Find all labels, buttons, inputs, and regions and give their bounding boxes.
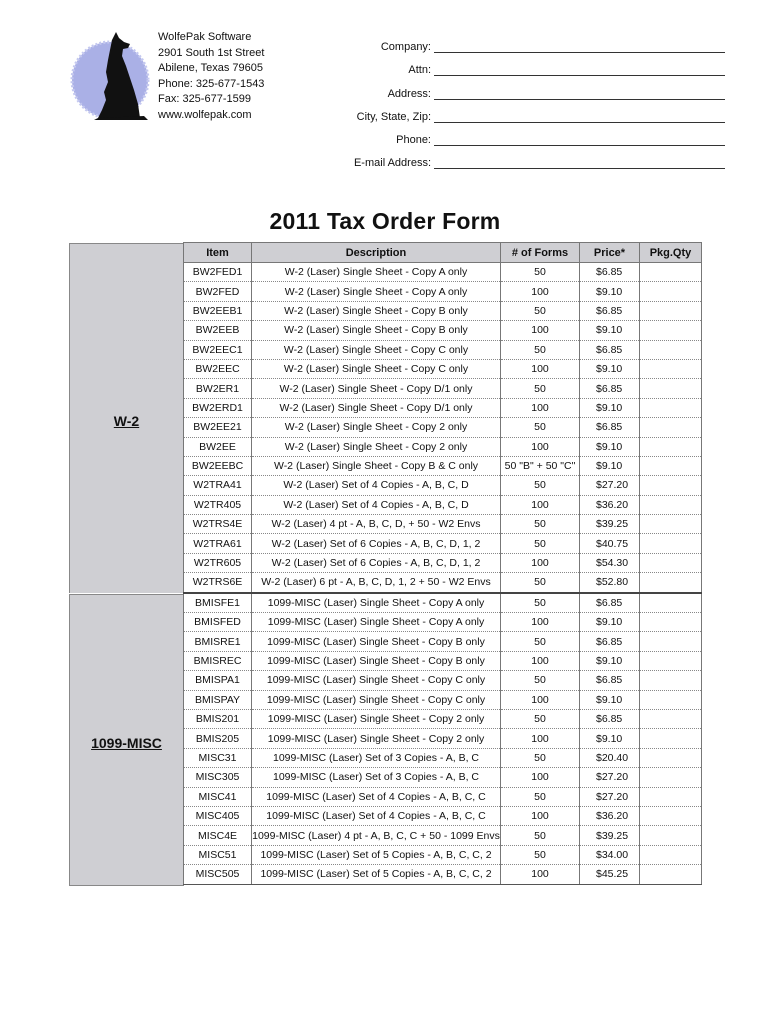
item-code: W2TR605 (184, 553, 252, 572)
forms-count: 100 (501, 398, 580, 417)
item-description: 1099-MISC (Laser) Single Sheet - Copy C only (252, 690, 501, 709)
item-price: $9.10 (580, 398, 640, 417)
city-state-zip-input-line[interactable] (434, 108, 725, 123)
table-row (184, 787, 702, 806)
item-description: 1099-MISC (Laser) Single Sheet - Copy B only (252, 651, 501, 670)
item-description: 1099-MISC (Laser) Single Sheet - Copy A only (252, 613, 501, 632)
forms-count: 100 (501, 495, 580, 514)
item-description: 1099-MISC (Laser) Set of 3 Copies - A, B, C (252, 748, 501, 767)
field-label: Phone: (396, 133, 431, 146)
forms-count: 100 (501, 553, 580, 572)
pkg-qty-input[interactable] (640, 709, 702, 728)
pkg-qty-input[interactable] (640, 456, 702, 475)
item-code: BMISPAY (184, 690, 252, 709)
item-price: $34.00 (580, 845, 640, 864)
item-description: 1099-MISC (Laser) Set of 3 Copies - A, B, C (252, 768, 501, 787)
pkg-qty-input[interactable] (640, 282, 702, 301)
vendor-website: www.wolfepak.com (158, 108, 252, 121)
forms-count: 50 (501, 476, 580, 495)
category-label: W-2 (113, 412, 140, 429)
forms-count: 50 (501, 748, 580, 767)
item-description: W-2 (Laser) Set of 6 Copies - A, B, C, D, 1, 2 (252, 534, 501, 553)
item-price: $6.85 (580, 671, 640, 690)
email-field (330, 146, 725, 169)
table-row (184, 806, 702, 825)
table-row (184, 456, 702, 475)
forms-count: 50 (501, 709, 580, 728)
vendor-name: WolfePak Software (158, 31, 252, 43)
forms-count: 100 (501, 437, 580, 456)
forms-count: 50 (501, 418, 580, 437)
item-code: BW2EEB (184, 321, 252, 340)
item-description: W-2 (Laser) Single Sheet - Copy C only (252, 359, 501, 378)
city-state-zip-field (330, 100, 725, 123)
table-row (184, 321, 702, 340)
pkg-qty-input[interactable] (640, 826, 702, 845)
item-description: W-2 (Laser) Single Sheet - Copy A only (252, 282, 501, 301)
field-label: City, State, Zip: (356, 110, 431, 123)
item-description: W-2 (Laser) Single Sheet - Copy B & C only (252, 456, 501, 475)
item-price: $9.10 (580, 282, 640, 301)
vendor-city: Abilene, Texas 79605 (158, 62, 263, 74)
item-code: MISC405 (184, 806, 252, 825)
forms-count: 50 (501, 515, 580, 534)
howling-wolf-moon-icon (68, 26, 158, 126)
pkg-qty-input[interactable] (640, 515, 702, 534)
item-description: W-2 (Laser) Set of 6 Copies - A, B, C, D, 1, 2 (252, 553, 501, 572)
address-input-line[interactable] (434, 85, 725, 100)
item-description: W-2 (Laser) Single Sheet - Copy D/1 only (252, 379, 501, 398)
pkg-qty-input[interactable] (640, 359, 702, 378)
table-row (184, 865, 702, 884)
item-price: $9.10 (580, 613, 640, 632)
table-row (184, 632, 702, 651)
pkg-qty-input[interactable] (640, 476, 702, 495)
field-label: E-mail Address: (353, 157, 431, 170)
pkg-qty-input[interactable] (640, 593, 702, 613)
field-label: Address: (387, 87, 431, 100)
table-row (184, 476, 702, 495)
table-row (184, 495, 702, 514)
table-row (184, 437, 702, 456)
pkg-qty-input[interactable] (640, 806, 702, 825)
item-price: $39.25 (580, 826, 640, 845)
pkg-qty-input[interactable] (640, 418, 702, 437)
item-price: $54.30 (580, 553, 640, 572)
forms-count: 100 (501, 768, 580, 787)
table-row (184, 359, 702, 378)
table-row (184, 826, 702, 845)
item-price: $6.85 (580, 418, 640, 437)
item-code: MISC31 (184, 748, 252, 767)
item-description: W-2 (Laser) Single Sheet - Copy A only (252, 263, 501, 282)
company-field (330, 30, 725, 53)
pkg-qty-input[interactable] (640, 263, 702, 282)
pkg-qty-input[interactable] (640, 398, 702, 417)
pkg-qty-input[interactable] (640, 301, 702, 320)
forms-count: 50 (501, 379, 580, 398)
address-field (330, 76, 725, 99)
item-description: 1099-MISC (Laser) Set of 5 Copies - A, B, C, C, 2 (252, 865, 501, 884)
forms-count: 100 (501, 865, 580, 884)
header-price: Price* (580, 243, 640, 263)
field-label: Company: (380, 41, 431, 54)
forms-count: 100 (501, 651, 580, 670)
order-table (183, 242, 702, 885)
forms-count: 50 (501, 845, 580, 864)
forms-count: 50 (501, 301, 580, 320)
item-price: $9.10 (580, 729, 640, 748)
item-code: BW2FED1 (184, 263, 252, 282)
pkg-qty-input[interactable] (640, 748, 702, 767)
item-price: $9.10 (580, 651, 640, 670)
item-price: $52.80 (580, 573, 640, 593)
item-code: BW2FED (184, 282, 252, 301)
vendor-phone: Phone: 325-677-1543 (158, 77, 265, 90)
pkg-qty-input[interactable] (640, 534, 702, 553)
item-price: $6.85 (580, 593, 640, 613)
item-code: W2TRA61 (184, 534, 252, 553)
table-row (184, 301, 702, 320)
item-code: W2TRA41 (184, 476, 252, 495)
pkg-qty-input[interactable] (640, 613, 702, 632)
forms-count: 50 (501, 534, 580, 553)
item-code: BW2EEC (184, 359, 252, 378)
item-description: W-2 (Laser) Single Sheet - Copy B only (252, 301, 501, 320)
table-row (184, 553, 702, 572)
item-description: W-2 (Laser) Set of 4 Copies - A, B, C, D (252, 476, 501, 495)
header-pkg-qty: Pkg.Qty (640, 243, 702, 263)
item-code: BMIS205 (184, 729, 252, 748)
item-description: W-2 (Laser) 4 pt - A, B, C, D, + 50 - W2 Envs (252, 515, 501, 534)
item-code: BW2EEBC (184, 456, 252, 475)
company-input-line[interactable] (434, 38, 725, 53)
item-code: BW2EEB1 (184, 301, 252, 320)
pkg-qty-input[interactable] (640, 865, 702, 884)
item-price: $27.20 (580, 768, 640, 787)
vendor-street: 2901 South 1st Street (158, 46, 265, 59)
item-price: $9.10 (580, 321, 640, 340)
pkg-qty-input[interactable] (640, 651, 702, 670)
item-description: 1099-MISC (Laser) Set of 5 Copies - A, B, C, C, 2 (252, 845, 501, 864)
item-price: $9.10 (580, 359, 640, 378)
table-row (184, 729, 702, 748)
contact-fields (330, 30, 725, 169)
table-row (184, 768, 702, 787)
table-row (184, 573, 702, 593)
forms-count: 100 (501, 359, 580, 378)
forms-count: 50 "B" + 50 "C" (501, 456, 580, 475)
page-title: 2011 Tax Order Form (269, 208, 501, 234)
forms-count: 50 (501, 573, 580, 593)
vendor-info (158, 30, 264, 123)
phone-input-line[interactable] (434, 131, 725, 146)
item-description: 1099-MISC (Laser) Single Sheet - Copy C only (252, 671, 501, 690)
pkg-qty-input[interactable] (640, 437, 702, 456)
table-row (184, 418, 702, 437)
forms-count: 50 (501, 340, 580, 359)
forms-count: 100 (501, 613, 580, 632)
forms-count: 50 (501, 671, 580, 690)
table-row (184, 651, 702, 670)
category-1099-misc (69, 594, 184, 886)
pkg-qty-input[interactable] (640, 671, 702, 690)
phone-field (330, 123, 725, 146)
item-description: 1099-MISC (Laser) Set of 4 Copies - A, B, C, C (252, 806, 501, 825)
item-price: $9.10 (580, 437, 640, 456)
item-description: 1099-MISC (Laser) 4 pt - A, B, C, C + 50 - 1099 Envs (252, 826, 501, 845)
table-row (184, 748, 702, 767)
table-row (184, 340, 702, 359)
item-price: $6.85 (580, 263, 640, 282)
forms-count: 100 (501, 321, 580, 340)
pkg-qty-input[interactable] (640, 340, 702, 359)
item-code: BW2ERD1 (184, 398, 252, 417)
category-w2 (69, 243, 184, 593)
table-row (184, 263, 702, 282)
item-description: W-2 (Laser) Single Sheet - Copy C only (252, 340, 501, 359)
table-row (184, 690, 702, 709)
pkg-qty-input[interactable] (640, 553, 702, 572)
item-price: $36.20 (580, 806, 640, 825)
item-description: W-2 (Laser) Single Sheet - Copy B only (252, 321, 501, 340)
table-row (184, 534, 702, 553)
table-row (184, 613, 702, 632)
item-code: BW2EE21 (184, 418, 252, 437)
forms-count: 50 (501, 632, 580, 651)
table-row (184, 398, 702, 417)
category-label: 1099-MISC (91, 735, 162, 751)
attn-input-line[interactable] (434, 61, 725, 76)
item-description: W-2 (Laser) Set of 4 Copies - A, B, C, D (252, 495, 501, 514)
table-row (184, 671, 702, 690)
pkg-qty-input[interactable] (640, 729, 702, 748)
item-price: $6.85 (580, 340, 640, 359)
item-code: BMISFE1 (184, 593, 252, 613)
attn-field (330, 53, 725, 76)
item-code: BMISFED (184, 613, 252, 632)
forms-count: 50 (501, 263, 580, 282)
item-description: W-2 (Laser) Single Sheet - Copy 2 only (252, 437, 501, 456)
header-forms: # of Forms (501, 243, 580, 263)
item-description: W-2 (Laser) 6 pt - A, B, C, D, 1, 2 + 50 - W2 Envs (252, 573, 501, 593)
vendor-fax: Fax: 325-677-1599 (158, 93, 251, 105)
item-price: $45.25 (580, 865, 640, 884)
item-code: W2TRS4E (184, 515, 252, 534)
pkg-qty-input[interactable] (640, 787, 702, 806)
table-row (184, 515, 702, 534)
pkg-qty-input[interactable] (640, 632, 702, 651)
item-code: MISC41 (184, 787, 252, 806)
item-price: $20.40 (580, 748, 640, 767)
item-price: $6.85 (580, 379, 640, 398)
item-description: 1099-MISC (Laser) Single Sheet - Copy B only (252, 632, 501, 651)
table-row (184, 845, 702, 864)
item-code: BW2EEC1 (184, 340, 252, 359)
pkg-qty-input[interactable] (640, 495, 702, 514)
item-code: MISC305 (184, 768, 252, 787)
forms-count: 100 (501, 690, 580, 709)
header-description: Description (252, 243, 501, 263)
item-code: BMIS201 (184, 709, 252, 728)
forms-count: 50 (501, 826, 580, 845)
table-row (184, 379, 702, 398)
item-price: $27.20 (580, 787, 640, 806)
item-price: $27.20 (580, 476, 640, 495)
item-price: $36.20 (580, 495, 640, 514)
item-code: BW2ER1 (184, 379, 252, 398)
item-description: 1099-MISC (Laser) Single Sheet - Copy 2 only (252, 709, 501, 728)
forms-count: 100 (501, 806, 580, 825)
item-code: BMISRE1 (184, 632, 252, 651)
item-price: $9.10 (580, 456, 640, 475)
table-row (184, 282, 702, 301)
forms-count: 50 (501, 593, 580, 613)
item-price: $6.85 (580, 632, 640, 651)
item-code: BMISPA1 (184, 671, 252, 690)
item-description: 1099-MISC (Laser) Set of 4 Copies - A, B, C, C (252, 787, 501, 806)
table-row (184, 593, 702, 613)
header-item: Item (184, 243, 252, 263)
item-description: 1099-MISC (Laser) Single Sheet - Copy A only (252, 593, 501, 613)
forms-count: 100 (501, 282, 580, 301)
pkg-qty-input[interactable] (640, 768, 702, 787)
item-description: W-2 (Laser) Single Sheet - Copy 2 only (252, 418, 501, 437)
item-code: MISC51 (184, 845, 252, 864)
item-price: $39.25 (580, 515, 640, 534)
item-code: W2TRS6E (184, 573, 252, 593)
item-description: 1099-MISC (Laser) Single Sheet - Copy 2 only (252, 729, 501, 748)
forms-count: 100 (501, 729, 580, 748)
item-price: $6.85 (580, 709, 640, 728)
item-description: W-2 (Laser) Single Sheet - Copy D/1 only (252, 398, 501, 417)
pkg-qty-input[interactable] (640, 321, 702, 340)
pkg-qty-input[interactable] (640, 379, 702, 398)
field-label: Attn: (408, 64, 431, 77)
forms-count: 50 (501, 787, 580, 806)
email-input-line[interactable] (434, 154, 725, 169)
item-code: MISC505 (184, 865, 252, 884)
item-code: MISC4E (184, 826, 252, 845)
item-code: BW2EE (184, 437, 252, 456)
item-price: $6.85 (580, 301, 640, 320)
table-row (184, 709, 702, 728)
item-code: BMISREC (184, 651, 252, 670)
pkg-qty-input[interactable] (640, 690, 702, 709)
item-price: $9.10 (580, 690, 640, 709)
table-header (184, 243, 702, 263)
item-price: $40.75 (580, 534, 640, 553)
item-code: W2TR405 (184, 495, 252, 514)
pkg-qty-input[interactable] (640, 573, 702, 593)
pkg-qty-input[interactable] (640, 845, 702, 864)
